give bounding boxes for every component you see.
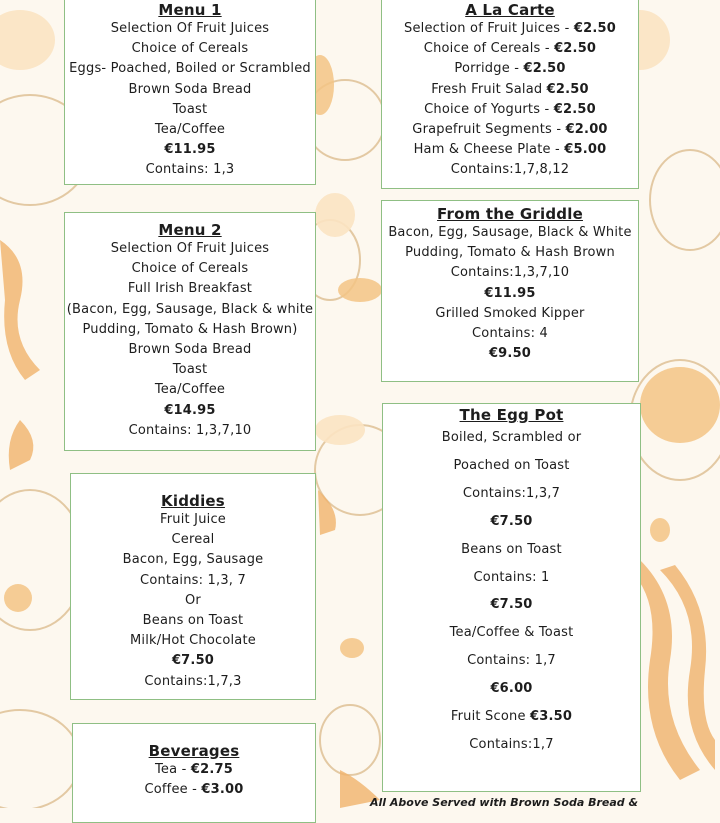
eggpot-contains: Contains: 1,7 bbox=[467, 653, 556, 669]
griddle-title: From the Griddle bbox=[437, 205, 583, 223]
eggpot-card bbox=[382, 403, 641, 792]
beverages-item-price: €3.00 bbox=[201, 782, 244, 798]
eggpot-item-name: Fruit Scone bbox=[450, 709, 530, 725]
alacarte-item bbox=[382, 19, 638, 39]
menu1-title: Menu 1 bbox=[158, 1, 222, 19]
alacarte-item-price: €2.00 bbox=[565, 122, 608, 138]
kiddies-line: Cereal bbox=[171, 532, 215, 548]
alacarte-item-name: Choice of Cereals - bbox=[423, 41, 555, 57]
eggpot-contains: Contains:1,3,7 bbox=[462, 485, 561, 501]
alacarte-item bbox=[382, 120, 638, 140]
beverages-item-name: Tea - bbox=[155, 762, 191, 777]
alacarte-item-price: €5.00 bbox=[564, 142, 607, 158]
menu2-line: Toast bbox=[172, 362, 208, 378]
beverages-title: Beverages bbox=[148, 742, 240, 760]
kiddies-line: Contains: 1,3, 7 bbox=[140, 572, 246, 588]
alacarte-item bbox=[382, 80, 638, 100]
beverages-item bbox=[73, 780, 315, 800]
eggpot-line: Boiled, Scrambled or bbox=[441, 430, 582, 445]
eggpot-price: €7.50 bbox=[490, 513, 533, 529]
menu2-line: Choice of Cereals bbox=[131, 261, 249, 277]
menu1-price: €11.95 bbox=[164, 142, 216, 158]
kiddies-card bbox=[70, 473, 316, 700]
alacarte-item-price: €2.50 bbox=[554, 41, 597, 57]
eggpot-line: Beans on Toast bbox=[461, 541, 562, 557]
alacarte-item bbox=[382, 100, 638, 120]
kiddies-line: Beans on Toast bbox=[142, 613, 244, 629]
menu2-line: Full Irish Breakfast bbox=[127, 281, 253, 297]
eggpot-line bbox=[383, 703, 640, 731]
menu2-price: €14.95 bbox=[164, 402, 216, 418]
alacarte-item-name: Ham & Cheese Plate - bbox=[413, 142, 565, 158]
menu2-line: (Bacon, Egg, Sausage, Black & white bbox=[66, 301, 314, 317]
menu2-line: Selection Of Fruit Juices bbox=[110, 241, 270, 256]
alacarte-item-price: €2.50 bbox=[553, 101, 596, 117]
alacarte-item-name: Selection of Fruit Juices - bbox=[404, 21, 574, 36]
menu2-title: Menu 2 bbox=[158, 221, 222, 239]
griddle-card bbox=[381, 200, 639, 382]
alacarte-item-name: Porridge - bbox=[454, 61, 524, 77]
kiddies-line: Milk/Hot Chocolate bbox=[130, 633, 256, 649]
eggpot-line: Poached on Toast bbox=[453, 457, 570, 473]
kiddies-line: Or bbox=[185, 592, 201, 608]
alacarte-item-name: Choice of Yogurts - bbox=[424, 101, 554, 117]
kiddies-price: €7.50 bbox=[171, 653, 215, 669]
menu2-card bbox=[64, 212, 316, 451]
alacarte-item bbox=[382, 140, 638, 160]
griddle-price: €11.95 bbox=[484, 285, 536, 301]
menu1-line: Eggs- Poached, Boiled or Scrambled bbox=[69, 61, 311, 77]
menu1-line: Toast bbox=[172, 101, 208, 117]
kiddies-contains: Contains:1,7,3 bbox=[144, 673, 242, 689]
griddle-item: Grilled Smoked Kipper bbox=[435, 305, 585, 321]
alacarte-item bbox=[382, 59, 638, 79]
menu2-line: Pudding, Tomato & Hash Brown) bbox=[82, 321, 298, 337]
eggpot-price: €3.50 bbox=[529, 709, 573, 725]
eggpot-contains: Contains:1,7 bbox=[469, 736, 554, 752]
menu1-card bbox=[64, 0, 316, 185]
footnote: All Above Served with Brown Soda Bread & bbox=[370, 796, 639, 809]
alacarte-item bbox=[382, 39, 638, 59]
kiddies-line: Fruit Juice bbox=[160, 512, 226, 527]
eggpot-contains: Contains: 1 bbox=[473, 569, 550, 585]
alacarte-item-name: Fresh Fruit Salad bbox=[431, 81, 547, 97]
kiddies-title: Kiddies bbox=[161, 492, 225, 510]
beverages-card bbox=[72, 723, 316, 823]
menu1-line: Selection Of Fruit Juices bbox=[110, 21, 270, 36]
menu1-line: Choice of Cereals bbox=[131, 41, 249, 57]
griddle-price: €9.50 bbox=[488, 346, 532, 362]
beverages-item-price: €2.75 bbox=[190, 762, 233, 777]
kiddies-line: Bacon, Egg, Sausage bbox=[122, 552, 264, 568]
eggpot-title: The Egg Pot bbox=[459, 406, 564, 424]
alacarte-item-price: €2.50 bbox=[523, 61, 566, 77]
griddle-line: Bacon, Egg, Sausage, Black & White bbox=[388, 225, 632, 240]
menu1-line: Tea/Coffee bbox=[154, 122, 226, 138]
eggpot-price: €7.50 bbox=[490, 597, 533, 613]
alacarte-item-price: €2.50 bbox=[573, 21, 616, 36]
beverages-item bbox=[73, 760, 315, 780]
griddle-contains: Contains:1,3,7,10 bbox=[450, 265, 570, 281]
griddle-line: Pudding, Tomato & Hash Brown bbox=[405, 245, 615, 261]
alacarte-item-name: Grapefruit Segments - bbox=[412, 122, 566, 138]
menu1-line: Brown Soda Bread bbox=[128, 81, 252, 97]
menu2-line: Brown Soda Bread bbox=[128, 342, 252, 358]
alacarte-title: A La Carte bbox=[465, 1, 555, 19]
alacarte-card bbox=[381, 0, 639, 189]
menu1-contains: Contains: 1,3 bbox=[145, 162, 235, 178]
eggpot-price: €6.00 bbox=[490, 681, 533, 697]
alacarte-item-price: €2.50 bbox=[546, 81, 589, 97]
alacarte-contains: Contains:1,7,8,12 bbox=[450, 162, 570, 178]
menu2-line: Tea/Coffee bbox=[154, 382, 226, 398]
menu2-contains: Contains: 1,3,7,10 bbox=[128, 422, 252, 438]
beverages-item-name: Coffee - bbox=[144, 782, 202, 798]
griddle-contains: Contains: 4 bbox=[472, 326, 548, 342]
eggpot-line: Tea/Coffee & Toast bbox=[449, 625, 574, 641]
